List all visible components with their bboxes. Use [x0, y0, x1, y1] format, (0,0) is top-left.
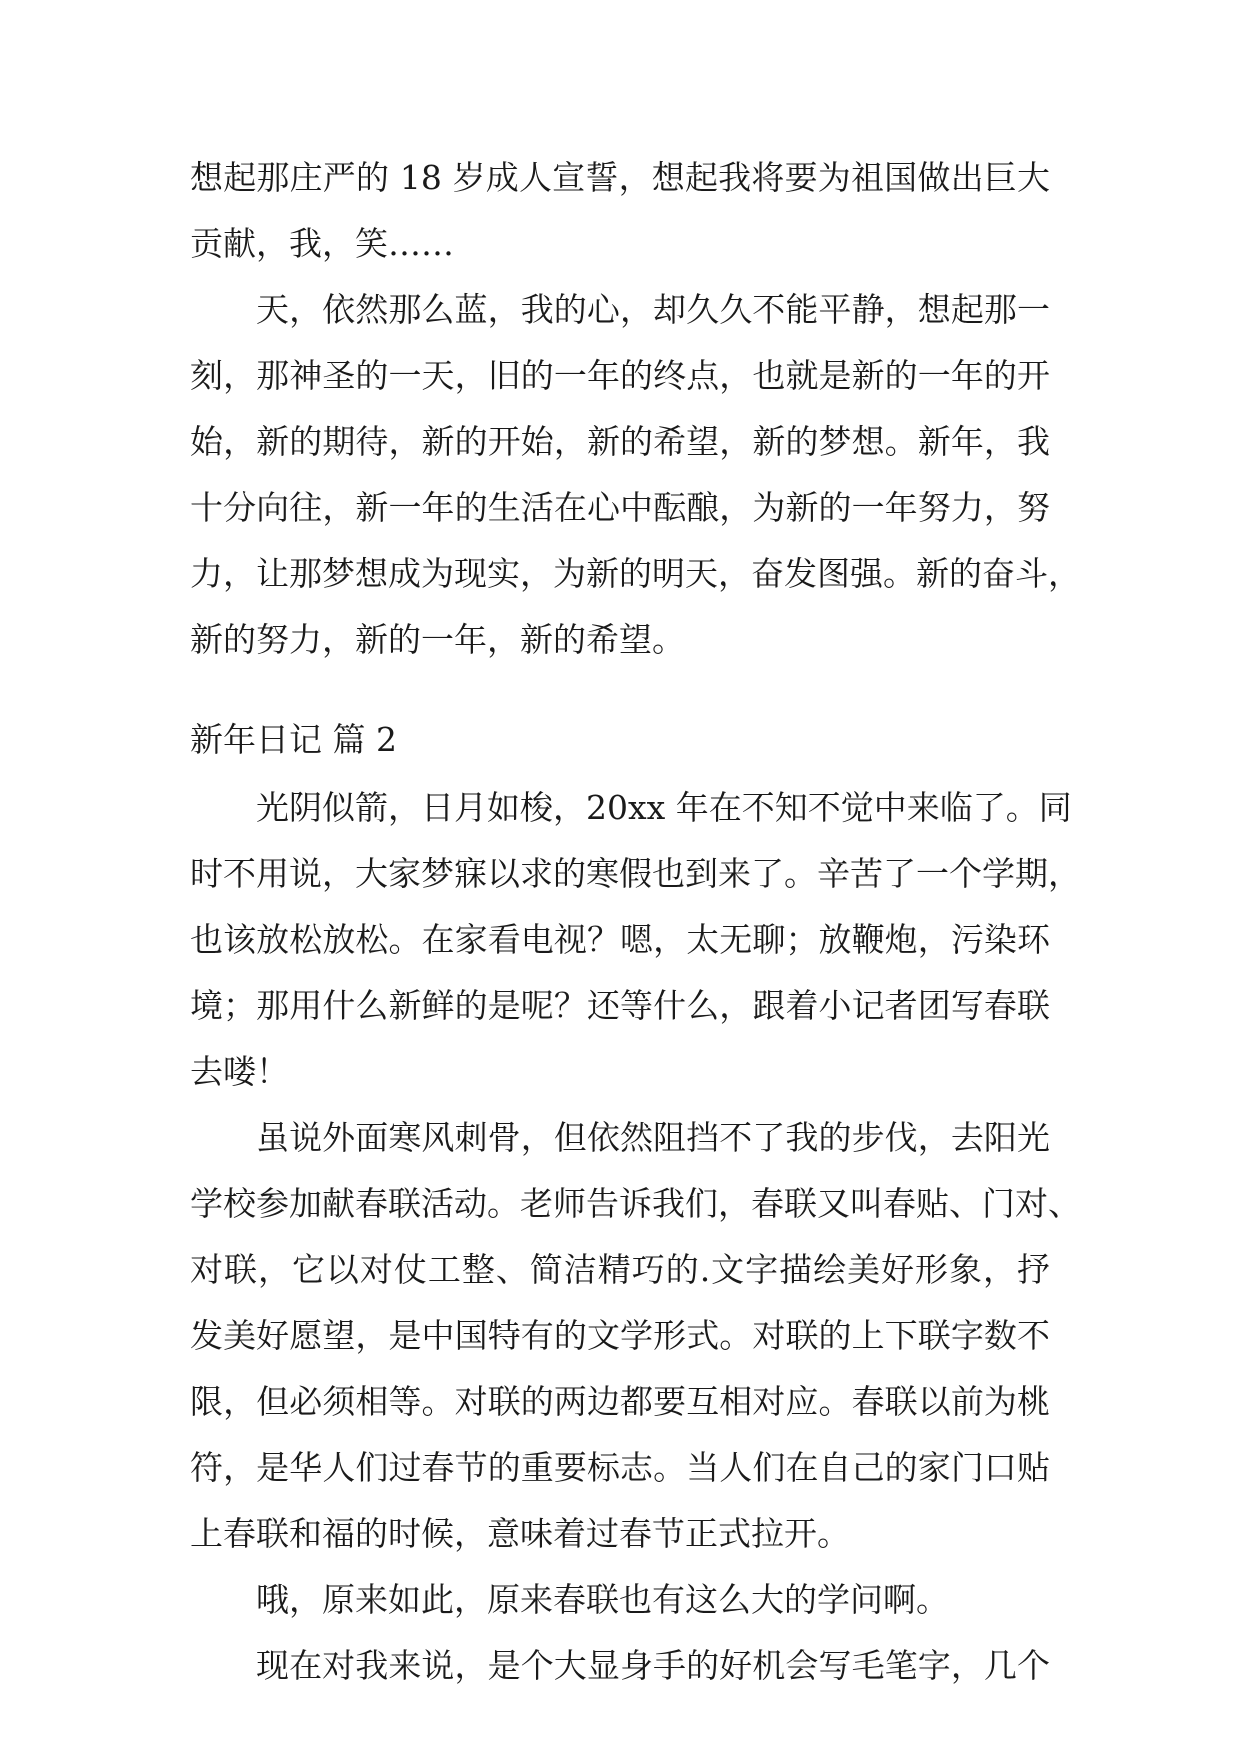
section-heading: 新年日记 篇 2	[190, 720, 397, 759]
text-line: 始，新的期待，新的开始，新的希望，新的梦想。新年，我	[190, 422, 1050, 461]
text-line: 发美好愿望，是中国特有的文学形式。对联的上下联字数不	[190, 1316, 1050, 1355]
text-line: 现在对我来说，是个大显身手的好机会写毛笔字，几个	[256, 1646, 1050, 1685]
text-line: 时不用说，大家梦寐以求的寒假也到来了。辛苦了一个学期，	[190, 854, 1081, 893]
text-line: 刻，那神圣的一天，旧的一年的终点，也就是新的一年的开	[190, 356, 1050, 395]
text-line: 十分向往，新一年的生活在心中酝酿，为新的一年努力，努	[190, 488, 1050, 527]
text-line: 虽说外面寒风刺骨，但依然阻挡不了我的步伐，去阳光	[256, 1118, 1050, 1157]
text-line: 天，依然那么蓝，我的心，却久久不能平静，想起那一	[256, 290, 1050, 329]
text-line: 学校参加献春联活动。老师告诉我们，春联又叫春贴、门对、	[190, 1184, 1081, 1223]
text-line: 哦，原来如此，原来春联也有这么大的学问啊。	[256, 1580, 949, 1619]
text-line: 上春联和福的时候，意味着过春节正式拉开。	[190, 1514, 850, 1553]
text-line: 力，让那梦想成为现实，为新的明天，奋发图强。新的奋斗，	[190, 554, 1081, 593]
text-line: 新的努力，新的一年，新的希望。	[190, 620, 685, 659]
text-line: 想起那庄严的 18 岁成人宣誓，想起我将要为祖国做出巨大	[190, 158, 1050, 197]
text-line: 符，是华人们过春节的重要标志。当人们在自己的家门口贴	[190, 1448, 1050, 1487]
text-line: 也该放松放松。在家看电视？嗯，太无聊；放鞭炮，污染环	[190, 920, 1050, 959]
text-line: 光阴似箭，日月如梭，20xx 年在不知不觉中来临了。同	[256, 788, 1072, 827]
text-line: 对联，它以对仗工整、简洁精巧的.文字描绘美好形象，抒	[190, 1250, 1050, 1289]
text-line: 贡献，我，笑……	[190, 224, 454, 263]
text-line: 去喽！	[190, 1052, 289, 1091]
text-line: 境；那用什么新鲜的是呢？还等什么，跟着小记者团写春联	[190, 986, 1050, 1025]
text-line: 限，但必须相等。对联的两边都要互相对应。春联以前为桃	[190, 1382, 1050, 1421]
